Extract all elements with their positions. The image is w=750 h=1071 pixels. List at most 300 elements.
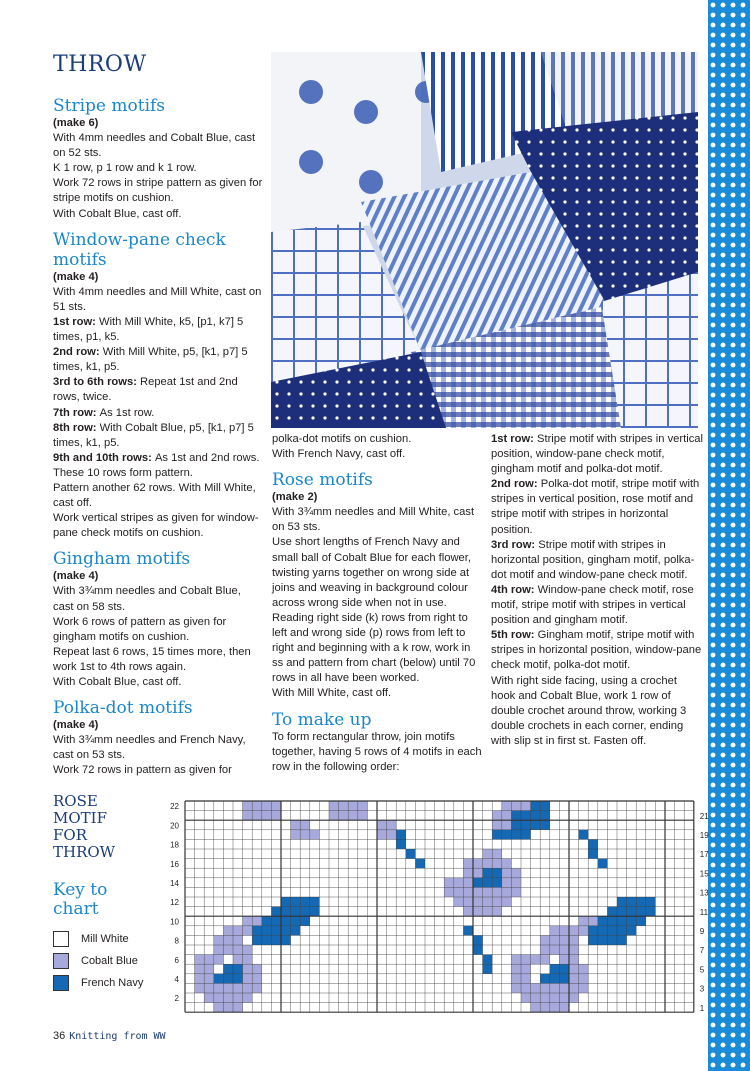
chart-cell (607, 916, 617, 926)
chart-cell (492, 811, 502, 821)
chart-cell (223, 945, 233, 955)
chart-cell (406, 849, 416, 859)
chart-cell (204, 974, 214, 984)
row-label-left: 14 (170, 878, 179, 888)
chart-cell (646, 897, 656, 907)
chart-cell (454, 887, 464, 897)
chart-cell (415, 859, 425, 869)
page-number: 36 (53, 1030, 66, 1042)
row-label-right: 9 (699, 926, 705, 936)
section-heading: Window-pane check motifs (53, 229, 226, 270)
chart-title: ROSE MOTIF FOR THROW (53, 792, 116, 861)
chart-cell (463, 897, 473, 907)
chart-cell (271, 916, 281, 926)
chart-cell (627, 926, 637, 936)
chart-cell (271, 935, 281, 945)
chart-cell (502, 897, 512, 907)
row-label-left: 6 (174, 955, 179, 965)
row-label: 1st row: (491, 433, 538, 445)
chart-cell (444, 887, 454, 897)
chart-cell (569, 993, 579, 1003)
row-label-left: 10 (170, 917, 179, 927)
instruction-text: With Mill White, cast off. (272, 687, 392, 700)
chart-cell (281, 916, 291, 926)
instruction-text: With 3¾mm needles and Mill White, cast on 53 sts. (272, 506, 475, 534)
key-mill-white: Mill White (53, 931, 129, 947)
chart-cell (617, 926, 627, 936)
column-middle (272, 432, 482, 775)
row-label-right: 7 (699, 946, 705, 956)
chart-cell (223, 935, 233, 945)
swatch-cobalt-blue (53, 953, 69, 969)
chart-cell (636, 897, 646, 907)
chart-cell (569, 935, 579, 945)
chart-cell (300, 820, 310, 830)
chart-cell (204, 964, 214, 974)
chart-cell (646, 907, 656, 917)
chart-cell (521, 801, 531, 811)
chart-cell (377, 830, 387, 840)
chart-cell (569, 974, 579, 984)
chart-cell (243, 974, 253, 984)
chart-cell (569, 926, 579, 936)
chart-cell (559, 974, 569, 984)
chart-cell (300, 897, 310, 907)
row-label: 9th and 10th rows: (53, 451, 155, 464)
chart-cell (540, 801, 550, 811)
chart-cell (262, 811, 272, 821)
chart-cell (492, 868, 502, 878)
chart-cell (348, 801, 358, 811)
chart-cell (569, 983, 579, 993)
page-title: THROW (53, 52, 147, 77)
section-heading: To make up (272, 709, 372, 730)
chart-cell (511, 974, 521, 984)
chart-cell (483, 887, 493, 897)
row-label-right: 21 (699, 811, 709, 821)
chart-cell (463, 926, 473, 936)
section-heading: Polka-dot motifs (53, 698, 193, 719)
chart-cell (271, 907, 281, 917)
chart-cell (233, 945, 243, 955)
chart-cell (223, 926, 233, 936)
chart-cell (492, 830, 502, 840)
chart-cell (204, 983, 214, 993)
chart-cell (627, 897, 637, 907)
chart-cell (559, 983, 569, 993)
chart-cell (598, 859, 608, 869)
chart-cell (511, 955, 521, 965)
chart-cell (348, 811, 358, 821)
chart-cell (569, 955, 579, 965)
row-label-right: 3 (699, 984, 705, 994)
chart-cell (559, 1003, 569, 1013)
chart-cell (223, 983, 233, 993)
chart-cell (511, 801, 521, 811)
chart-cell (540, 820, 550, 830)
chart-cell (262, 801, 272, 811)
chart-cell (540, 1003, 550, 1013)
chart-cell (473, 945, 483, 955)
pattern-row: 3rd row: Stripe motif with stripes in horizontal position, gingham motif, polka-dot motif and window-pane check motif. (491, 538, 695, 581)
chart-cell (233, 1003, 243, 1013)
chart-cell (540, 945, 550, 955)
chart-cell (598, 935, 608, 945)
instruction-text: These 10 rows form pattern. (53, 466, 193, 479)
chart-cell (617, 907, 627, 917)
chart-cell (195, 974, 205, 984)
chart-cell (636, 916, 646, 926)
row-label: 7th row: (53, 406, 100, 419)
chart-cell (550, 964, 560, 974)
throw-photo (271, 52, 698, 428)
chart-cell (511, 868, 521, 878)
chart-cell (252, 974, 262, 984)
chart-cell (483, 964, 493, 974)
chart-cell (377, 820, 387, 830)
chart-cell (502, 801, 512, 811)
chart-cell (588, 839, 598, 849)
chart-cell (243, 945, 253, 955)
chart-cell (243, 993, 253, 1003)
chart-cell (291, 916, 301, 926)
chart-cell (473, 859, 483, 869)
chart-cell (559, 945, 569, 955)
instruction-text: K 1 row, p 1 row and k 1 row. (53, 162, 197, 175)
chart-cell (521, 983, 531, 993)
chart-cell (252, 964, 262, 974)
chart-cell (214, 955, 224, 965)
chart-cell (531, 955, 541, 965)
chart-cell (463, 859, 473, 869)
chart-cell (233, 926, 243, 936)
chart-cell (262, 935, 272, 945)
chart-cell (531, 1003, 541, 1013)
row-label-left: 4 (174, 974, 179, 984)
row-label-left: 20 (170, 821, 179, 831)
chart-cell (473, 907, 483, 917)
footer (53, 1030, 166, 1042)
chart-cell (262, 916, 272, 926)
instruction-text: Pattern another 62 rows. With Mill White, cast off. (53, 481, 256, 510)
chart-cell (492, 897, 502, 907)
rose-motif-chart (155, 795, 715, 1025)
row-label: 5th row: (491, 629, 538, 642)
chart-cell (598, 916, 608, 926)
chart-cell (339, 811, 349, 821)
chart-cell (387, 830, 397, 840)
chart-cell (521, 964, 531, 974)
instruction-text: With 4mm needles and Mill White, cast on 51 sts. (53, 285, 262, 313)
chart-cell (473, 887, 483, 897)
instruction-text: With 3¾mm needles and Cobalt Blue, cast on 58 sts. (53, 585, 241, 613)
row-label-left: 12 (170, 898, 179, 908)
chart-cell (463, 868, 473, 878)
column-right (491, 432, 703, 749)
chart-cell (233, 964, 243, 974)
chart-cell (396, 839, 406, 849)
chart-cell (252, 926, 262, 936)
chart-cell (492, 907, 502, 917)
row-label: 1st row: (53, 315, 100, 328)
chart-cell (233, 974, 243, 984)
instruction-text: Repeat last 6 rows, 15 times more, then work 1st to 4th rows again. (53, 645, 251, 673)
chart-cell (492, 859, 502, 869)
chart-cell (195, 955, 205, 965)
row-label-right: 15 (699, 869, 709, 879)
chart-cell (521, 974, 531, 984)
section-heading: Rose motifs (272, 470, 373, 491)
pattern-row: 1st row: With Mill White, k5, [p1, k7] 5 times, p1, k5. (53, 315, 244, 344)
chart-cell (598, 926, 608, 936)
row-label: 2nd row: (53, 346, 103, 359)
swatch-french-navy (53, 975, 69, 991)
instruction-text: To form rectangular throw, join motifs together, having 5 rows of 4 motifs in each row in the following order: (272, 730, 482, 773)
instruction-text: polka-dot motifs on cushion. (272, 433, 412, 445)
make-count: (make 6) (53, 117, 99, 129)
chart-cell (579, 830, 589, 840)
make-count: (make 4) (53, 270, 99, 283)
chart-cell (483, 868, 493, 878)
chart-cell (588, 849, 598, 859)
chart-cell (483, 907, 493, 917)
chart-cell (300, 830, 310, 840)
key-french-navy: French Navy (53, 975, 143, 991)
chart-cell (463, 887, 473, 897)
chart-cell (636, 907, 646, 917)
chart-cell (291, 830, 301, 840)
row-label: 3rd row: (491, 538, 539, 551)
chart-cell (531, 983, 541, 993)
chart-cell (559, 964, 569, 974)
chart-cell (588, 935, 598, 945)
chart-cell (281, 926, 291, 936)
chart-cell (223, 993, 233, 1003)
chart-cell (483, 878, 493, 888)
chart-cell (252, 983, 262, 993)
chart-cell (483, 897, 493, 907)
swatch-mill-white (53, 931, 69, 947)
chart-cell (329, 801, 339, 811)
chart-cell (473, 868, 483, 878)
chart-cell (540, 993, 550, 1003)
chart-cell (511, 830, 521, 840)
chart-cell (243, 916, 253, 926)
instruction-text: Work 6 rows of pattern as given for gingham motifs on cushion. (53, 615, 227, 643)
chart-cell (291, 926, 301, 936)
pattern-row: 1st row: Stripe motif with stripes in vertical position, window-pane check motif, gingham motif and polka-dot motif. (491, 433, 704, 476)
chart-cell (204, 993, 214, 1003)
chart-cell (214, 945, 224, 955)
instruction-text: Work 72 rows in pattern as given for (53, 764, 232, 777)
chart-cell (310, 907, 320, 917)
row-label: 4th row: (491, 583, 538, 596)
chart-cell (617, 916, 627, 926)
chart-cell (300, 916, 310, 926)
chart-cell (233, 935, 243, 945)
pattern-row: 8th row: With Cobalt Blue, p5, [k1, p7] 5 times, k1, p5. (53, 421, 254, 449)
chart-cell (540, 935, 550, 945)
instruction-text: Work vertical stripes as given for window-pane check motifs on cushion. (53, 512, 259, 540)
row-label-right: 1 (699, 1003, 705, 1013)
chart-cell (559, 993, 569, 1003)
section-heading: Stripe motifs (53, 96, 166, 116)
chart-cell (617, 897, 627, 907)
chart-cell (243, 801, 253, 811)
chart-cell (492, 887, 502, 897)
chart-cell (502, 820, 512, 830)
chart-cell (243, 811, 253, 821)
chart-cell (531, 801, 541, 811)
chart-cell (550, 1003, 560, 1013)
chart-cell (463, 907, 473, 917)
chart-cell (627, 907, 637, 917)
chart-cell (511, 964, 521, 974)
chart-cell (550, 935, 560, 945)
pattern-row: 9th and 10th rows: As 1st and 2nd rows. (53, 451, 260, 464)
chart-cell (358, 811, 368, 821)
chart-cell (511, 820, 521, 830)
chart-cell (358, 801, 368, 811)
make-count: (make 4) (53, 719, 99, 732)
make-count: (make 4) (53, 570, 99, 583)
chart-cell (243, 926, 253, 936)
chart-cell (271, 926, 281, 936)
chart-cell (214, 935, 224, 945)
chart-cell (281, 907, 291, 917)
chart-cell (579, 926, 589, 936)
pattern-row: 4th row: Window-pane check motif, rose motif, stripe motif with stripes in vertical position and gingham motif. (491, 583, 694, 627)
chart-cell (396, 830, 406, 840)
chart-cell (214, 983, 224, 993)
chart-cell (550, 983, 560, 993)
chart-cell (550, 945, 560, 955)
chart-cell (492, 820, 502, 830)
chart-cell (531, 993, 541, 1003)
chart-cell (531, 820, 541, 830)
make-count: (make 2) (272, 491, 318, 504)
chart-cell (607, 907, 617, 917)
row-label-right: 11 (699, 907, 709, 917)
chart-cell (511, 983, 521, 993)
chart-cell (387, 820, 397, 830)
chart-cell (310, 830, 320, 840)
chart-cell (243, 955, 253, 965)
pattern-row: 3rd to 6th rows: Repeat 1st and 2nd rows, twice. (53, 376, 238, 404)
pattern-row: 5th row: Gingham motif, stripe motif with stripes in horizontal position, window-pane check motif, polka-dot motif. (491, 629, 702, 672)
chart-cell (271, 811, 281, 821)
chart-cell (579, 974, 589, 984)
chart-cell (502, 878, 512, 888)
row-label-left: 18 (170, 840, 179, 850)
instruction-text: With 4mm needles and Cobalt Blue, cast on 52 sts. (53, 132, 256, 160)
chart-cell (502, 859, 512, 869)
chart-cell (483, 955, 493, 965)
chart-cell (233, 993, 243, 1003)
chart-cell (521, 811, 531, 821)
column-left (53, 96, 263, 778)
row-label-right: 13 (699, 888, 709, 898)
row-label-left: 2 (174, 994, 179, 1004)
chart-cell (252, 916, 262, 926)
chart-cell (310, 897, 320, 907)
row-label-left: 8 (174, 936, 179, 946)
instruction-text: With French Navy, cast off. (272, 448, 406, 461)
chart-cell (550, 993, 560, 1003)
chart-cell (233, 983, 243, 993)
chart-cell (502, 868, 512, 878)
chart-cell (214, 993, 224, 1003)
chart-cell (262, 926, 272, 936)
instruction-text: Use short lengths of French Navy and small ball of Cobalt Blue for each flower, twisting yarns together on wrong side at joins and weaving in background colour across wrong side when not in use. (272, 536, 471, 609)
pattern-row: 2nd row: With Mill White, p5, [k1, p7] 5 times, k1, p5. (53, 346, 248, 374)
chart-cell (243, 983, 253, 993)
chart-cell (252, 801, 262, 811)
chart-cell (588, 926, 598, 936)
row-label-right: 17 (699, 850, 709, 860)
chart-cell (214, 974, 224, 984)
chart-cell (214, 1003, 224, 1013)
chart-cell (339, 801, 349, 811)
footer-text: Knitting from WW (69, 1031, 166, 1042)
chart-cell (473, 878, 483, 888)
chart-cell (473, 897, 483, 907)
chart-cell (511, 887, 521, 897)
chart-cell (223, 974, 233, 984)
chart-cell (329, 811, 339, 821)
chart-cell (502, 830, 512, 840)
row-label-right: 19 (699, 830, 709, 840)
chart-cell (540, 974, 550, 984)
chart-cell (463, 878, 473, 888)
instruction-text: With Cobalt Blue, cast off. (53, 207, 182, 220)
pattern-row: 2nd row: Polka-dot motif, stripe motif with stripes in vertical position, rose motif and stripe motif with stripes in horizontal position. (491, 478, 700, 536)
row-label: 2nd row: (491, 478, 541, 491)
chart-cell (511, 878, 521, 888)
chart-cell (521, 993, 531, 1003)
chart-cell (223, 1003, 233, 1013)
instruction-text: Reading right side (k) rows from right to left and wrong side (p) rows from left to right and beginning with a k row, work in ss and pattern from chart (below) until 70 rows in all have been worked. (272, 611, 476, 685)
row-label: 3rd to 6th rows: (53, 376, 141, 389)
chart-cell (483, 859, 493, 869)
instruction-text: With 3¾mm needles and French Navy, cast on 53 sts. (53, 734, 246, 762)
key-title: Key to chart (53, 880, 108, 919)
chart-cell (569, 964, 579, 974)
chart-cell (521, 820, 531, 830)
chart-cell (300, 907, 310, 917)
chart-cell (492, 849, 502, 859)
chart-cell (579, 916, 589, 926)
chart-cell (550, 974, 560, 984)
chart-cell (454, 897, 464, 907)
chart-cell (511, 811, 521, 821)
chart-cell (291, 897, 301, 907)
row-label-left: 16 (170, 859, 179, 869)
chart-cell (540, 983, 550, 993)
chart-cell (607, 926, 617, 936)
key-cobalt-blue: Cobalt Blue (53, 953, 138, 969)
chart-cell (492, 878, 502, 888)
chart-cell (291, 820, 301, 830)
row-label-left: 22 (170, 802, 179, 812)
chart-cell (483, 849, 493, 859)
instruction-text: Work 72 rows in stripe pattern as given for stripe motifs on cushion. (53, 177, 263, 205)
chart-cell (223, 964, 233, 974)
chart-cell (195, 964, 205, 974)
chart-cell (271, 801, 281, 811)
chart-cell (627, 916, 637, 926)
chart-cell (252, 811, 262, 821)
